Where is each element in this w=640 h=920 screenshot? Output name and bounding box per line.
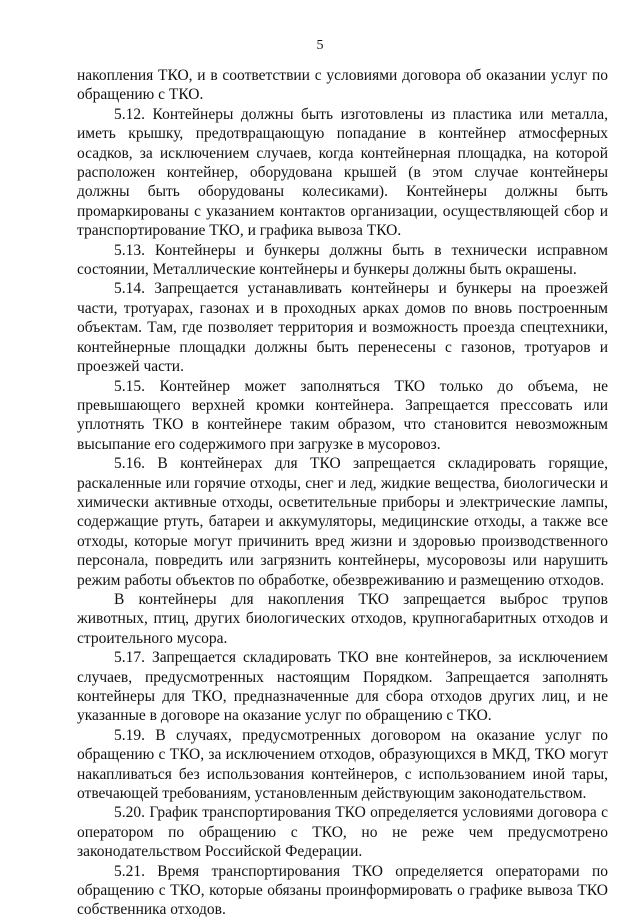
paragraph-5-21: 5.21. Время транспортирования ТКО определяется операторами по обращению с ТКО, которые обязаны проинформировать о графике вывоза ТКО собственника отходов. [77, 862, 608, 919]
document-body [77, 66, 608, 920]
paragraph-5-13: 5.13. Контейнеры и бункеры должны быть в технически исправном состоянии, Металлические контейнеры и бункеры должны быть окрашены. [77, 241, 608, 279]
paragraph-5-17: 5.17. Запрещается складировать ТКО вне контейнеров, за исключением случаев, предусмотренных настоящим Порядком. Запрещается заполнять контейнеры для ТКО, предназначенные для сбора отходов других лиц, и не указанные в договоре на оказание услуг по обращению с ТКО. [77, 649, 608, 725]
paragraph-5-16: 5.16. В контейнерах для ТКО запрещается складировать горящие, раскаленные или горячие отходы, снег и лед, жидкие вещества, биологически и химически активные отходы, осветительные приборы и электрические лампы, содержащие ртуть, батареи и аккумуляторы, медицинские отходы, а также все отходы, которые могут причинить вред жизни и здоровью производственного персонала, повредить или загрязнить контейнеры, мусоровозы или нарушить режим работы объектов по обработке, обезвреживанию и размещению отходов. [77, 455, 608, 589]
paragraph-continuation: накопления ТКО, и в соответствии с условиями договора об оказании услуг по обращению с ТКО. [77, 67, 608, 104]
page-number: 5 [316, 38, 324, 53]
paragraph-5-15: 5.15. Контейнер может заполняться ТКО только до объема, не превышающего верхней кромки контейнера. Запрещается прессовать или уплотнять ТКО в контейнере таким образом, что становится невозможным высыпание его содержимого при загрузке в мусоровоз. [77, 377, 608, 453]
paragraph-5-20: 5.20. График транспортирования ТКО определяется условиями договора с оператором по обращению с ТКО, но не реже чем предусмотрено законодательством Российской Федерации. [77, 804, 608, 861]
paragraph-5-12: 5.12. Контейнеры должны быть изготовлены из пластика или металла, иметь крышку, предотвращающую попадание в контейнер атмосферных осадков, за исключением случаев, когда контейнерная площадка, на которой расположен контейнер, оборудована крышей (в этом случае контейнеры должны быть оборудованы колесиками). Контейнеры должны быть промаркированы с указанием контактов организации, осуществляющей сбор и транспортирование ТКО, и графика вывоза ТКО. [77, 105, 608, 240]
paragraph-5-16-addendum: В контейнеры для накопления ТКО запрещается выброс трупов животных, птиц, других биологических отходов, крупногабаритных отходов и строительного мусора. [77, 590, 608, 647]
paragraph-5-14: 5.14. Запрещается устанавливать контейнеры и бункеры на проезжей части, тротуарах, газонах и в проходных арках домов по вновь построенным объектам. Там, где позволяет территория и возможность проезда спецтехники, контейнерные площадки должны быть перенесены с газонов, тротуаров и проезжей части. [77, 280, 608, 376]
paragraph-5-19: 5.19. В случаях, предусмотренных договором на оказание услуг по обращению с ТКО, за исключением отходов, образующихся в МКД, ТКО могут накапливаться без использования контейнеров, с использованием иной тары, отвечающей требованиям, установленным действующим законодательством. [77, 726, 608, 803]
